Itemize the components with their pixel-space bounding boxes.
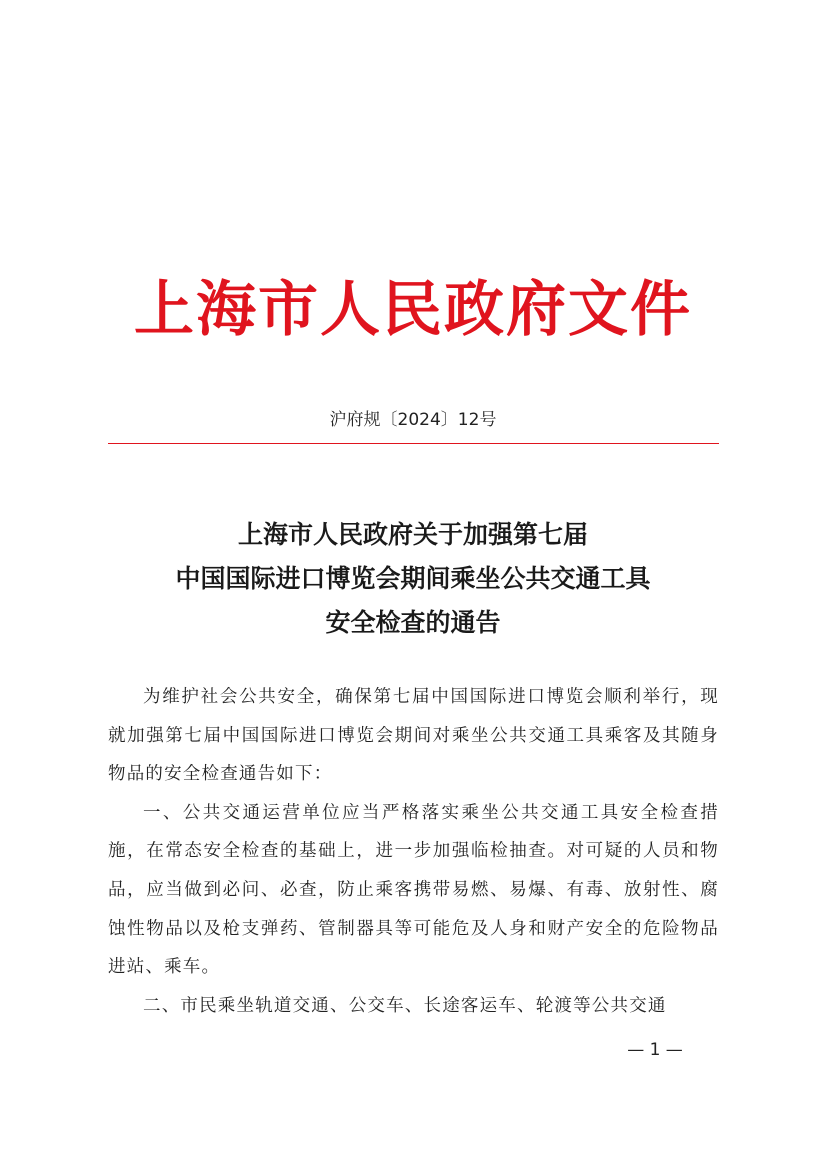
document-number: 沪府规〔2024〕12号 [329,410,497,430]
body-paragraph-item-1: 一、公共交通运营单位应当严格落实乘坐公共交通工具安全检查措施，在常态安全检查的基础上，进一步加强临检抽查。对可疑的人员和物品，应当做到必问、必查，防止乘客携带易燃、易爆、有毒、放射性、腐蚀性物品以及枪支弹药、管制器具等可能危及人身和财产安全的危险物品进站、乘车。 [108,802,719,978]
title-line-2: 中国国际进口博览会期间乘坐公共交通工具 [175,564,651,593]
document-body [108,678,719,1025]
masthead-title: 上海市人民政府文件 [134,275,692,345]
page-number: — 1 — [627,1040,683,1060]
document-title [0,513,826,645]
red-divider-rule [108,443,719,444]
body-paragraph-item-2: 二、市民乘坐轨道交通、公交车、长途客运车、轮渡等公共交通 [143,995,667,1016]
title-line-3: 安全检查的通告 [325,608,501,637]
title-line-1: 上海市人民政府关于加强第七届 [237,520,588,549]
body-paragraph-intro: 为维护社会公共安全，确保第七届中国国际进口博览会顺利举行，现就加强第七届中国国际进口博览会期间对乘坐公共交通工具乘客及其随身物品的安全检查通告如下： [108,687,719,785]
